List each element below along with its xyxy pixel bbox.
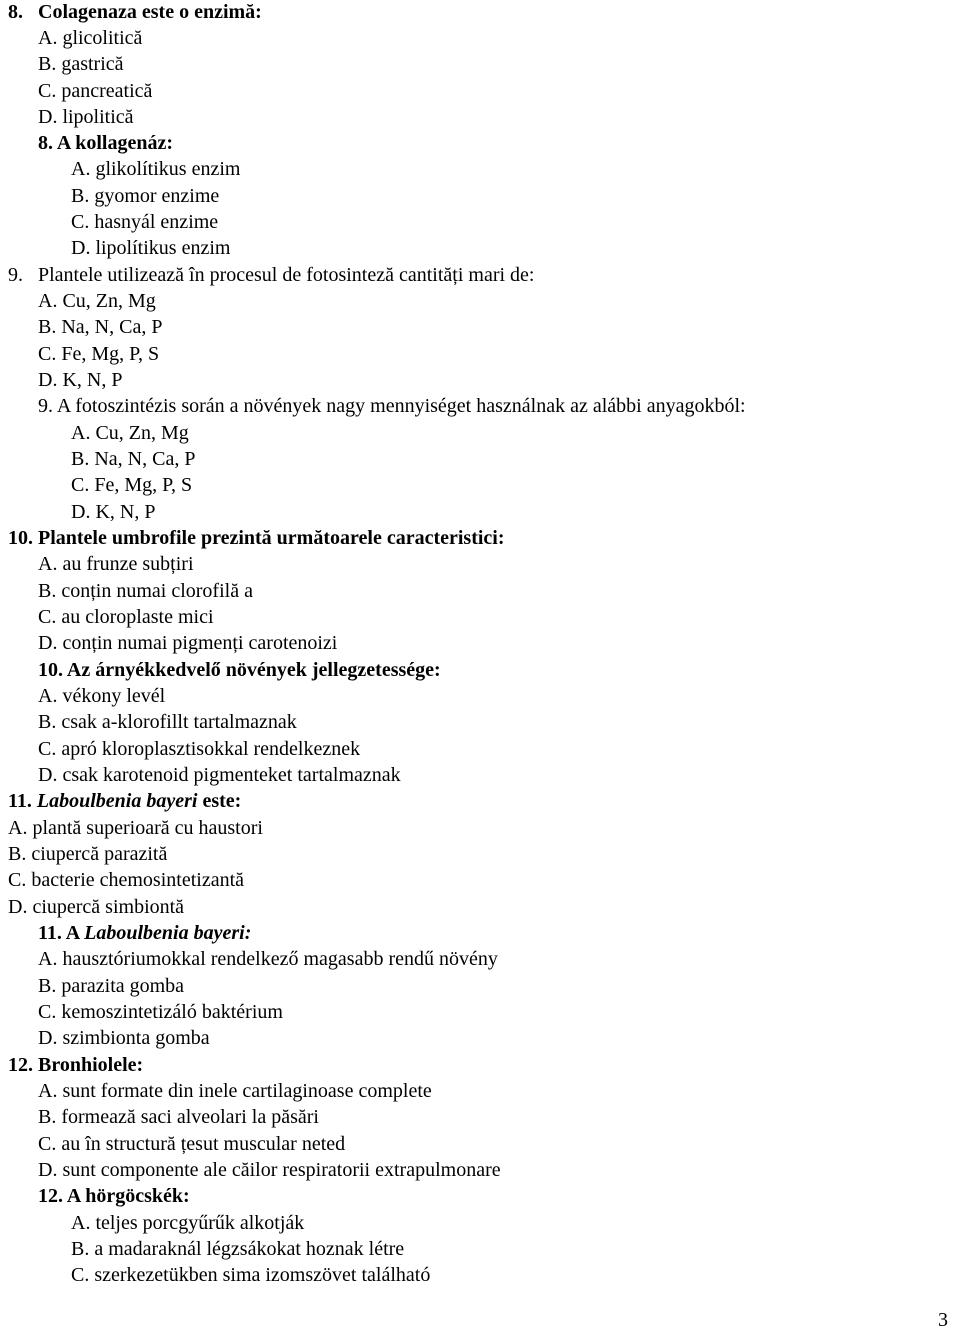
- question-number: 11. A: [38, 922, 80, 944]
- species-name: Laboulbenia bayeri: [36, 790, 198, 812]
- question-10-ro: 10. Plantele umbrofile prezintă următoarele caracteristici:: [8, 527, 505, 549]
- question-11-hu: [38, 921, 251, 945]
- option-c: C. au în structură țesut muscular neted: [38, 1133, 346, 1155]
- option-d: D. csak karotenoid pigmenteket tartalmaznak: [38, 764, 401, 786]
- question-10-hu: 10. Az árnyékkedvelő növények jellegzetessége:: [38, 659, 441, 681]
- option-a: A. vékony levél: [38, 685, 166, 707]
- option-c: C. hasnyál enzime: [71, 211, 219, 233]
- option-d: D. conțin numai pigmenți carotenoizi: [38, 632, 338, 654]
- option-b: B. Na, N, Ca, P: [38, 316, 163, 338]
- option-c: C. Fe, Mg, P, S: [38, 343, 160, 365]
- option-b: B. formează saci alveolari la păsări: [38, 1106, 319, 1128]
- option-c: C. apró kloroplasztisokkal rendelkeznek: [38, 738, 361, 760]
- option-d: D. K, N, P: [71, 501, 156, 523]
- option-a: A. Cu, Zn, Mg: [71, 422, 189, 444]
- option-c: C. szerkezetükben sima izomszövet található: [71, 1264, 431, 1286]
- option-b: B. ciupercă parazită: [8, 843, 168, 865]
- question-12-ro: 12. Bronhiolele:: [8, 1054, 144, 1076]
- question-8-ro: [8, 0, 262, 24]
- question-9-hu: 9. A fotoszintézis során a növények nagy mennyiséget használnak az alábbi anyagokból:: [38, 395, 746, 417]
- option-a: A. hausztóriumokkal rendelkező magasabb rendű növény: [38, 948, 498, 970]
- option-b: B. csak a-klorofillt tartalmaznak: [38, 711, 297, 733]
- option-b: B. a madaraknál légzsákokat hoznak létre: [71, 1238, 405, 1260]
- question-11-ro: [8, 789, 241, 813]
- option-d: D. lipolitică: [38, 106, 134, 128]
- page-number: 3: [938, 1309, 948, 1331]
- option-d: D. szimbionta gomba: [38, 1027, 210, 1049]
- question-stem-suffix: este:: [202, 790, 242, 812]
- question-9-ro: [8, 263, 534, 287]
- option-d: D. ciupercă simbiontă: [8, 896, 185, 918]
- option-d: D. lipolítikus enzim: [71, 237, 231, 259]
- option-c: C. bacterie chemosintetizantă: [8, 869, 245, 891]
- option-c: C. Fe, Mg, P, S: [71, 474, 193, 496]
- question-number: 11.: [8, 790, 32, 812]
- question-12-hu: 12. A hörgöcskék:: [38, 1185, 190, 1207]
- option-a: A. Cu, Zn, Mg: [38, 290, 156, 312]
- question-number: 9.: [8, 264, 23, 286]
- question-number: 8.: [8, 1, 23, 23]
- question-stem: Colagenaza este o enzimă:: [38, 1, 262, 23]
- option-c: C. kemoszintetizáló baktérium: [38, 1001, 283, 1023]
- option-a: A. glikolítikus enzim: [71, 158, 241, 180]
- species-name: Laboulbenia bayeri:: [84, 922, 252, 944]
- option-d: D. sunt componente ale căilor respiratorii extrapulmonare: [38, 1159, 501, 1181]
- option-b: B. parazita gomba: [38, 975, 185, 997]
- option-a: A. glicolitică: [38, 27, 143, 49]
- option-c: C. au cloroplaste mici: [38, 606, 214, 628]
- option-a: A. sunt formate din inele cartilaginoase complete: [38, 1080, 432, 1102]
- option-a: A. teljes porcgyűrűk alkotják: [71, 1212, 305, 1234]
- option-b: B. gyomor enzime: [71, 185, 220, 207]
- option-b: B. conțin numai clorofilă a: [38, 580, 253, 602]
- question-8-hu: 8. A kollagenáz:: [38, 132, 174, 154]
- option-c: C. pancreatică: [38, 80, 153, 102]
- option-a: A. plantă superioară cu haustori: [8, 817, 263, 839]
- option-d: D. K, N, P: [38, 369, 123, 391]
- question-stem: Plantele utilizează în procesul de fotosinteză cantități mari de:: [38, 264, 535, 286]
- option-b: B. Na, N, Ca, P: [71, 448, 196, 470]
- option-b: B. gastrică: [38, 53, 124, 75]
- option-a: A. au frunze subțiri: [38, 553, 194, 575]
